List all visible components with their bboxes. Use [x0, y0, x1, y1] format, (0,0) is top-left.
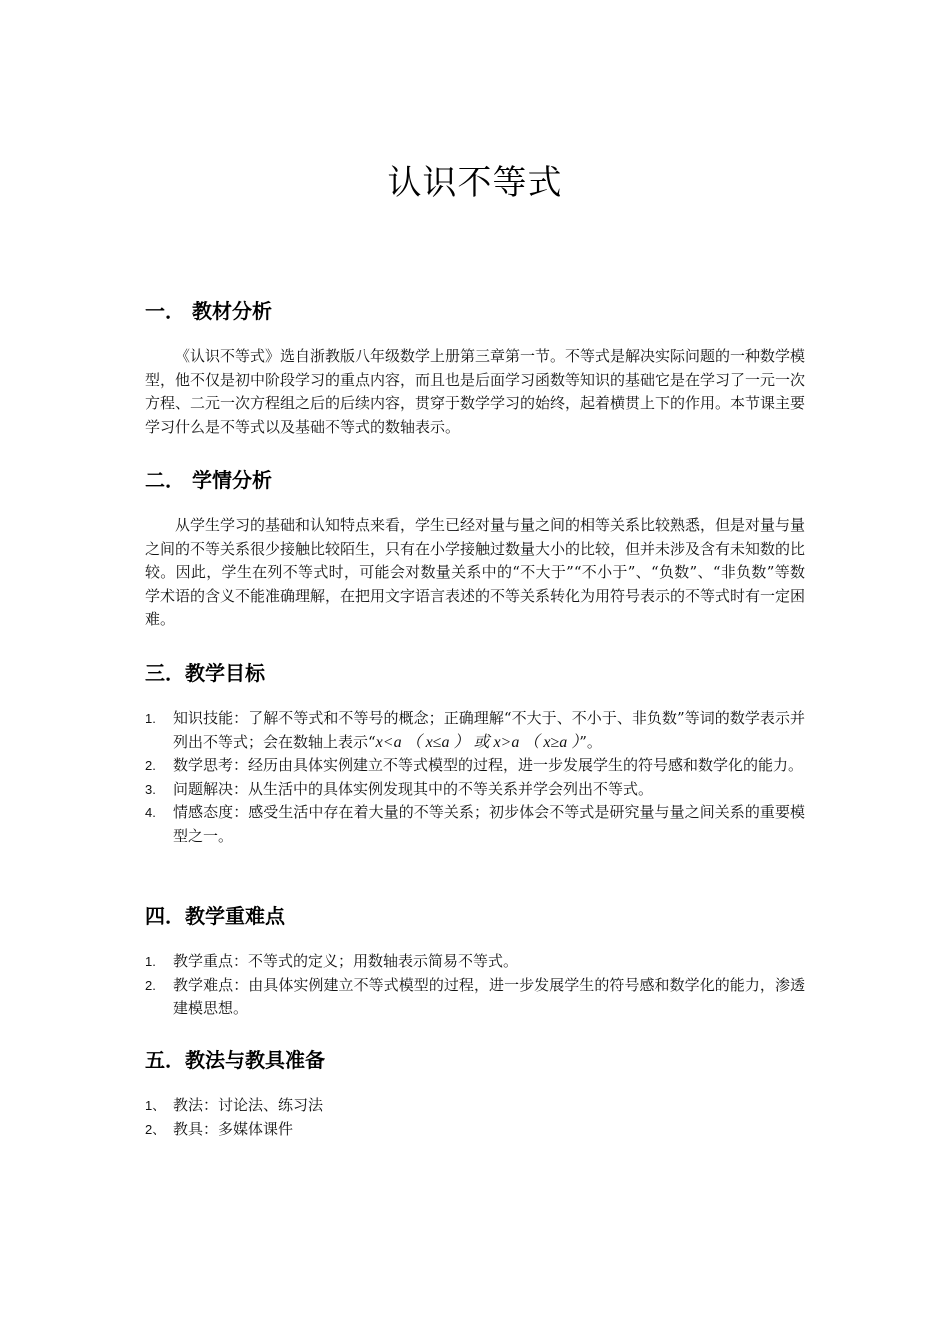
list-number: 3. [145, 781, 156, 797]
list-item [145, 801, 805, 848]
section-heading: 一． 教材分析 [145, 299, 272, 323]
list-text: 问题解决：从生活中的具体实例发现其中的不等关系并学会列出不等式。 [173, 779, 654, 798]
methods-list [145, 1094, 805, 1141]
list-text: 教学重点：不等式的定义；用数轴表示简易不等式。 [173, 952, 519, 970]
section-teaching-objectives [145, 659, 805, 848]
section-paragraph: 《认识不等式》选自浙教版八年级数学上册第三章第一节。不等式是解决实际问题的一种数学模型，他不仅是初中阶段学习的重点内容，而且也是后面学习函数等知识的基础它是在学习了一元一次方程、二元一次方程组之后的后续内容，贯穿于数学学习的始终，起着横贯上下的作用。本节课主要学习什么是不等式以及基础不等式的数轴表示。 [145, 347, 806, 436]
list-text: 教具：多媒体课件 [173, 1119, 294, 1138]
list-number: 1. [145, 711, 156, 726]
section-textbook-analysis [145, 297, 805, 439]
list-item [145, 778, 805, 802]
list-number: 4. [145, 805, 156, 820]
objectives-list [145, 707, 805, 848]
list-text: 数学思考：经历由具体实例建立不等式模型的过程，进一步发展学生的符号感和数学化的能力。 [173, 756, 804, 774]
list-item [145, 974, 805, 1021]
list-text: 知识技能：了解不等式和不等号的概念；正确理解“不大于、不小于、非负数”等词的数学表示并列出不等式；会在数轴上表示“ [173, 709, 805, 751]
list-item [145, 1094, 805, 1118]
list-text-tail: ”。 [579, 732, 602, 751]
list-item [145, 754, 805, 778]
list-text: 教法：讨论法、练习法 [173, 1096, 324, 1114]
section-heading: 三．教学目标 [145, 661, 265, 685]
list-number: 2. [145, 977, 156, 993]
list-number: 1、 [145, 1098, 166, 1113]
list-item [145, 1118, 805, 1142]
list-number: 2、 [145, 1121, 166, 1137]
section-heading: 四．教学重难点 [145, 904, 285, 928]
section-heading: 五．教法与教具准备 [145, 1048, 325, 1072]
list-item [145, 950, 805, 974]
section-heading: 二． 学情分析 [145, 468, 272, 492]
section-methods-materials [145, 1046, 805, 1141]
key-points-list [145, 950, 805, 1021]
list-number: 1. [145, 954, 156, 969]
inequality-expression: x<a （ x≤a ） 或 x>a （ x≥a ） [375, 733, 580, 751]
section-learner-analysis [145, 466, 805, 632]
section-key-difficult-points [145, 902, 805, 1021]
section-paragraph: 从学生学习的基础和认知特点来看，学生已经对量与量之间的相等关系比较熟悉，但是对量与量之间的不等关系很少接触比较陌生，只有在小学接触过数量大小的比较，但并未涉及含有未知数的比较。因此，学生在列不等式时，可能会对数量关系中的“不大于”“不小于”、“负数”、“非负数”等数学术语的含义不能准确理解，在把用文字语言表述的不等关系转化为用符号表示的不等式时有一定困难。 [145, 516, 806, 628]
list-text: 教学难点：由具体实例建立不等式模型的过程，进一步发展学生的符号感和数学化的能力，渗透建模思想。 [173, 975, 805, 1017]
list-item [145, 707, 805, 754]
list-number: 2. [145, 758, 156, 773]
list-text: 情感态度：感受生活中存在着大量的不等关系；初步体会不等式是研究量与量之间关系的重要模型之一。 [173, 803, 805, 845]
document-title: 认识不等式 [387, 163, 563, 203]
